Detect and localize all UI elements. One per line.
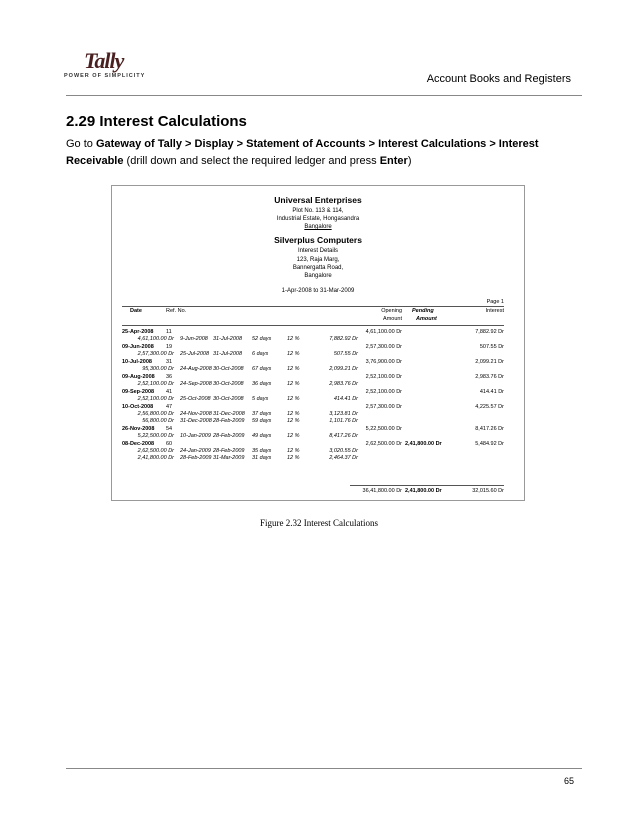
line-amount: 2,52,100.00 Dr xyxy=(137,381,174,387)
entry-pending: 2,41,800.00 Dr xyxy=(405,441,442,447)
line-interest: 507.55 Dr xyxy=(333,351,358,357)
line-days: 67 days xyxy=(252,366,272,372)
total-pending: 2,41,800.00 Dr xyxy=(405,488,442,494)
entry-opening: 3,76,900.00 Dr xyxy=(365,359,402,365)
line-interest: 2,464.37 Dr xyxy=(329,455,358,461)
report-period: 1-Apr-2008 to 31-Mar-2009 xyxy=(281,288,355,294)
line-days: 36 days xyxy=(252,381,272,387)
line-amount: 2,41,800.00 Dr xyxy=(137,455,174,461)
line-interest: 1,101.76 Dr xyxy=(329,418,358,424)
section-heading: Account Books and Registers xyxy=(426,73,571,85)
line-from-date: 24-Aug-2008 xyxy=(180,366,212,372)
party-address-3: Bangalore xyxy=(304,273,332,279)
entry-opening: 2,62,500.00 Dr xyxy=(365,441,402,447)
entry-opening: 5,22,500.00 Dr xyxy=(365,426,402,432)
line-days: 37 days xyxy=(252,411,272,417)
line-to-date: 31-Mar-2009 xyxy=(213,455,245,461)
line-days: 49 days xyxy=(252,433,272,439)
line-days: 35 days xyxy=(252,448,272,454)
line-to-date: 31-Jul-2008 xyxy=(213,351,243,357)
line-from-date: 31-Dec-2008 xyxy=(180,418,212,424)
header-rule xyxy=(66,95,582,96)
line-from-date: 24-Sep-2008 xyxy=(180,381,212,387)
report-page: Page 1 xyxy=(486,299,504,305)
line-interest: 2,099.21 Dr xyxy=(329,366,358,372)
entry-opening: 2,57,300.00 Dr xyxy=(365,404,402,410)
line-interest: 8,417.26 Dr xyxy=(329,433,358,439)
line-amount: 56,800.00 Dr xyxy=(142,418,174,424)
line-days: 6 days xyxy=(252,351,269,357)
footer-rule xyxy=(66,768,582,769)
line-interest: 3,123.81 Dr xyxy=(329,411,358,417)
entry-date: 08-Dec-2008 xyxy=(122,441,155,447)
line-interest: 3,020.55 Dr xyxy=(329,448,358,454)
interest-report xyxy=(112,186,524,500)
line-to-date: 30-Oct-2008 xyxy=(213,396,244,402)
line-to-date: 28-Feb-2009 xyxy=(213,433,245,439)
line-rate: 12 % xyxy=(287,455,300,461)
line-days: 5 days xyxy=(252,396,269,402)
total-interest: 32,015.60 Dr xyxy=(472,488,504,494)
entry-ref: 36 xyxy=(166,374,173,380)
line-amount: 5,22,500.00 Dr xyxy=(137,433,174,439)
instruction-prefix: Go to xyxy=(66,138,96,150)
entry-ref: 54 xyxy=(166,426,173,432)
entry-date: 10-Jul-2008 xyxy=(122,359,152,365)
company-name: Universal Enterprises xyxy=(274,195,362,205)
entry-ref: 60 xyxy=(166,441,173,447)
instruction-middle: (drill down and select the required ledger and press xyxy=(123,155,380,167)
line-rate: 12 % xyxy=(287,418,300,424)
entry-ref: 19 xyxy=(166,344,173,350)
line-to-date: 30-Oct-2008 xyxy=(213,381,244,387)
line-from-date: 25-Oct-2008 xyxy=(180,396,211,402)
entry-opening: 2,52,100.00 Dr xyxy=(365,374,402,380)
company-city: Bangalore xyxy=(304,224,332,230)
entry-interest: 507.55 Dr xyxy=(479,344,504,350)
section-title: 2.29 Interest Calculations xyxy=(66,113,247,130)
total-opening: 36,41,800.00 Dr xyxy=(362,488,402,494)
line-amount: 4,61,100.00 Dr xyxy=(137,336,174,342)
logo-tagline: POWER OF SIMPLICITY xyxy=(64,73,146,79)
line-to-date: 31-Dec-2008 xyxy=(213,411,245,417)
instruction-text xyxy=(66,136,576,170)
company-address-2: Industrial Estate, Hongasandra xyxy=(276,216,360,222)
entry-interest: 4,225.57 Dr xyxy=(475,404,504,410)
entry-date: 09-Aug-2008 xyxy=(122,374,155,380)
menu-path: Gateway of Tally > Display > Statement of Accounts > Interest Calculations > Interest Receivable xyxy=(66,138,539,167)
entry-ref: 47 xyxy=(166,404,173,410)
party-name: Silverplus Computers xyxy=(274,235,362,245)
line-amount: 2,56,800.00 Dr xyxy=(137,411,174,417)
tally-logo xyxy=(64,48,164,88)
totals-rule xyxy=(350,485,504,486)
line-days: 59 days xyxy=(252,418,272,424)
line-days: 52 days xyxy=(252,336,272,342)
line-interest: 414.41 Dr xyxy=(333,396,358,402)
line-from-date: 24-Jan-2009 xyxy=(180,448,211,454)
line-rate: 12 % xyxy=(287,396,300,402)
line-rate: 12 % xyxy=(287,448,300,454)
entry-ref: 41 xyxy=(166,389,173,395)
line-from-date: 10-Jan-2009 xyxy=(180,433,211,439)
line-to-date: 31-Jul-2008 xyxy=(213,336,243,342)
line-rate: 12 % xyxy=(287,411,300,417)
entry-interest: 414.41 Dr xyxy=(479,389,504,395)
entry-date: 09-Jun-2008 xyxy=(122,344,154,350)
line-to-date: 28-Feb-2009 xyxy=(213,448,245,454)
line-from-date: 25-Jul-2008 xyxy=(180,351,210,357)
line-from-date: 24-Nov-2008 xyxy=(180,411,212,417)
entry-interest: 8,417.26 Dr xyxy=(475,426,504,432)
entry-interest: 5,484.92 Dr xyxy=(475,441,504,447)
col-date: Date xyxy=(130,308,142,314)
line-rate: 12 % xyxy=(287,336,300,342)
party-address-1: 123, Raja Marg, xyxy=(296,257,340,263)
col-ref: Ref. No. xyxy=(166,308,187,314)
line-interest: 7,882.92 Dr xyxy=(329,336,358,342)
page-number: 65 xyxy=(563,776,574,786)
line-amount: 2,57,300.00 Dr xyxy=(137,351,174,357)
entry-opening: 2,57,300.00 Dr xyxy=(365,344,402,350)
line-rate: 12 % xyxy=(287,366,300,372)
entry-interest: 2,099.21 Dr xyxy=(475,359,504,365)
col-opening-2: Amount xyxy=(383,316,402,322)
entry-date: 09-Sep-2008 xyxy=(122,389,155,395)
entry-opening: 2,52,100.00 Dr xyxy=(365,389,402,395)
line-from-date: 28-Feb-2009 xyxy=(180,455,212,461)
report-screenshot xyxy=(111,185,525,501)
line-days: 31 days xyxy=(252,455,272,461)
figure-caption: Figure 2.32 Interest Calculations xyxy=(260,518,378,528)
line-rate: 12 % xyxy=(287,433,300,439)
entry-date: 10-Oct-2008 xyxy=(122,404,154,410)
entry-date: 25-Apr-2008 xyxy=(122,329,154,335)
entry-interest: 7,882.92 Dr xyxy=(475,329,504,335)
line-from-date: 9-Jun-2008 xyxy=(180,336,208,342)
logo-word: Tally xyxy=(84,48,124,73)
col-opening-1: Opening xyxy=(381,308,402,314)
line-amount: 2,62,500.00 Dr xyxy=(137,448,174,454)
col-interest: Interest xyxy=(485,308,504,314)
party-address-2: Bannergatta Road, xyxy=(292,265,344,271)
entry-ref: 11 xyxy=(166,329,172,335)
entry-interest: 2,983.76 Dr xyxy=(475,374,504,380)
entry-ref: 31 xyxy=(166,359,173,365)
col-pending-1: Pending xyxy=(412,308,434,314)
line-to-date: 28-Feb-2009 xyxy=(213,418,245,424)
column-header-bottom-rule xyxy=(122,325,504,326)
report-subtitle: Interest Details xyxy=(297,248,339,254)
line-amount: 95,300.00 Dr xyxy=(142,366,174,372)
col-pending-2: Amount xyxy=(416,316,437,322)
company-address-1: Plot No. 113 & 114, xyxy=(292,208,344,214)
line-amount: 2,52,100.00 Dr xyxy=(137,396,174,402)
line-to-date: 30-Oct-2008 xyxy=(213,366,244,372)
line-rate: 12 % xyxy=(287,381,300,387)
entry-date: 26-Nov-2008 xyxy=(122,426,155,432)
enter-key: Enter xyxy=(379,155,408,167)
entry-opening: 4,61,100.00 Dr xyxy=(365,329,402,335)
instruction-suffix: ) xyxy=(407,155,412,167)
column-header-top-rule xyxy=(122,306,504,307)
line-rate: 12 % xyxy=(287,351,300,357)
line-interest: 2,983.76 Dr xyxy=(329,381,358,387)
